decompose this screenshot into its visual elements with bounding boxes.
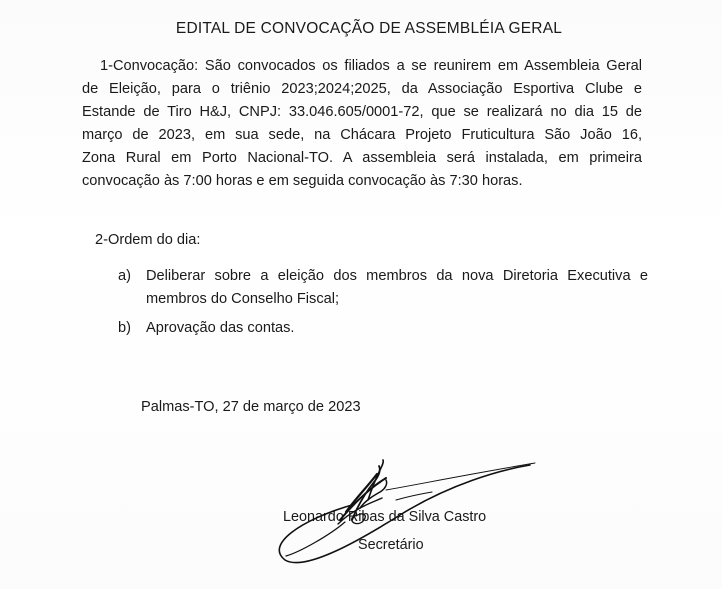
convocacao-line: março de 2023, em sua sede, na Chácara Projeto Fruticultura São João 16, (82, 127, 642, 143)
place-date: Palmas-TO, 27 de março de 2023 (141, 399, 361, 415)
convocacao-paragraph (82, 55, 642, 193)
convocacao-line: Estande de Tiro H&J, CNPJ: 33.046.605/0001-72, que se realizará no dia 15 de (82, 104, 642, 120)
agenda-item-marker: a) (118, 268, 131, 284)
agenda-item-line: membros do Conselho Fiscal; (146, 291, 340, 307)
convocacao-line: 1-Convocação: São convocados os filiados a se reunirem em Assembleia Geral (100, 58, 642, 74)
convocacao-line: Zona Rural em Porto Nacional-TO. A assembleia será instalada, em primeira (82, 150, 642, 166)
document-title: EDITAL DE CONVOCAÇÃO DE ASSEMBLÉIA GERAL (175, 20, 563, 37)
convocacao-line: convocação às 7:00 horas e em seguida convocação às 7:30 horas. (82, 173, 523, 189)
agenda-item-marker: b) (118, 320, 131, 336)
agenda-item-line: Aprovação das contas. (146, 320, 295, 336)
convocacao-line: de Eleição, para o triênio 2023;2024;2025, da Associação Esportiva Clube e (82, 81, 642, 97)
ordem-heading: 2-Ordem do dia: (95, 232, 201, 248)
agenda-item-text (146, 265, 648, 311)
signatory-role: Secretário (358, 537, 424, 553)
agenda-item-line: Deliberar sobre a eleição dos membros da nova Diretoria Executiva e (146, 268, 648, 284)
agenda-item-text (146, 317, 294, 340)
signatory-name: Leonardo Ribas da Silva Castro (283, 509, 487, 525)
